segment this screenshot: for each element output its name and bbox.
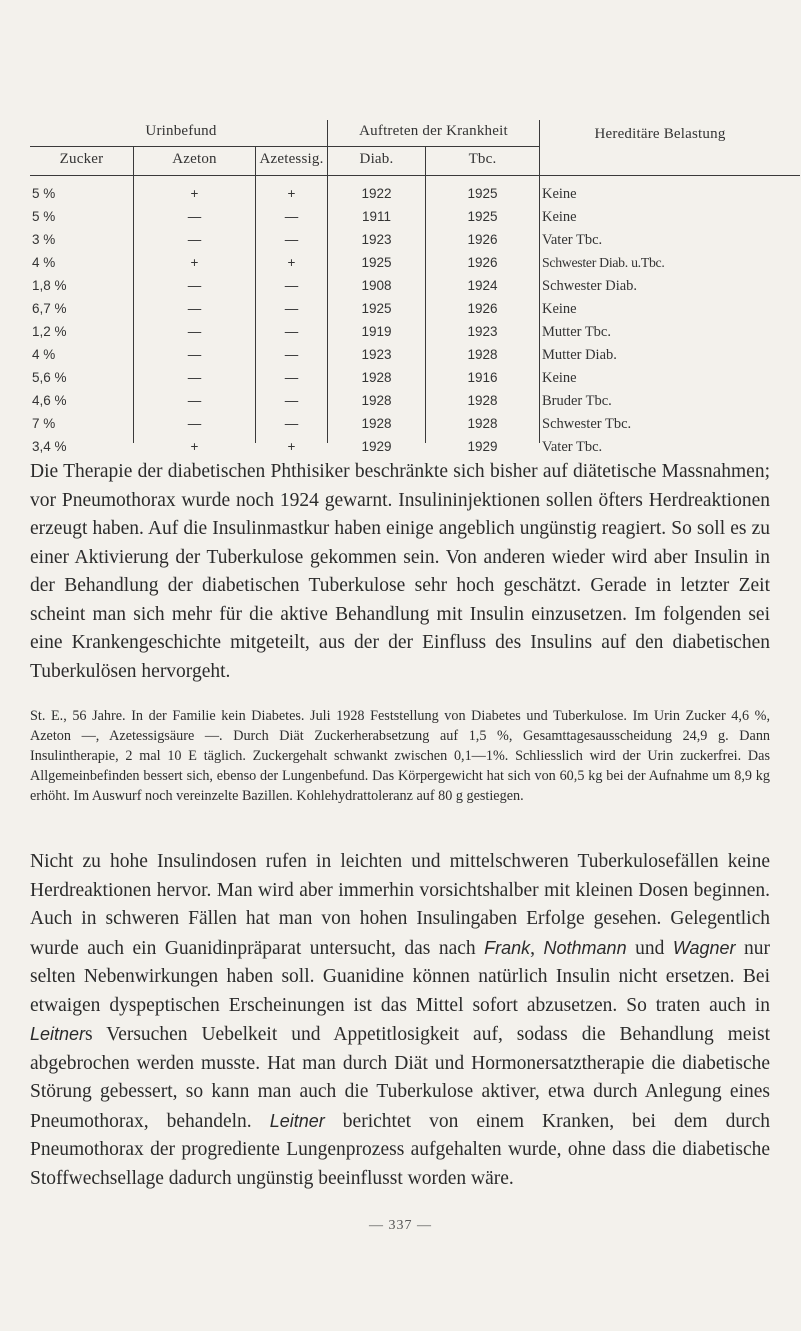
column-tbc: Tbc. [468, 151, 497, 167]
table-row [30, 232, 800, 255]
column-acetone: Azeton [172, 151, 217, 167]
cell-acetoacetic: + [287, 439, 296, 454]
author-name: Wagner [672, 937, 736, 958]
cell-tbc: 1928 [467, 416, 498, 431]
cell-acetone: — [187, 278, 202, 293]
cell-tbc: 1924 [467, 278, 498, 293]
table-rule-bottom [30, 175, 800, 176]
cell-acetone: — [187, 347, 202, 362]
table-row [30, 255, 800, 278]
cell-hereditary: Schwester Tbc. [542, 416, 632, 432]
cell-tbc: 1928 [467, 393, 498, 408]
cell-diab: 1911 [361, 209, 392, 224]
paragraph-text: und [626, 937, 673, 959]
author-name: Leitner [269, 1110, 325, 1131]
table-row [30, 209, 800, 232]
cell-tbc: 1926 [467, 232, 498, 247]
author-name: Nothmann [543, 937, 627, 958]
cell-hereditary: Vater Tbc. [542, 232, 603, 248]
cell-hereditary: Keine [542, 370, 577, 386]
cell-hereditary: Keine [542, 209, 577, 225]
cell-acetoacetic: — [284, 278, 299, 293]
cell-sugar: 1,2 % [32, 324, 67, 339]
cell-hereditary: Mutter Diab. [542, 347, 617, 363]
cell-acetone: — [187, 301, 202, 316]
cell-acetone: + [190, 439, 199, 454]
paragraph-text: , [530, 937, 544, 959]
column-acetoacetic: Azetessig. [259, 151, 324, 167]
page-number: — 337 — [369, 1218, 432, 1233]
cell-tbc: 1926 [467, 301, 498, 316]
cell-diab: 1925 [361, 301, 392, 316]
cell-acetoacetic: — [284, 232, 299, 247]
cell-sugar: 5 % [32, 209, 56, 224]
table-row [30, 416, 800, 439]
cell-acetone: — [187, 209, 202, 224]
cell-acetone: — [187, 370, 202, 385]
cell-tbc: 1925 [467, 209, 498, 224]
cell-tbc: 1916 [467, 370, 498, 385]
case-report: St. E., 56 Jahre. In der Familie kein Diabetes. Juli 1928 Feststellung von Diabetes und Tuberkulose. Im Urin Zucker 4,6 %, Azeton —, Azetessigsäure —. Durch Diät Zuckerherabsetzung auf 1,5 %, Gesamttagesausscheidung 24,9 g. Dann Insulintherapie, 2 mal 10 E täglich. Zuckergehalt schwankt zwischen 0,1—1%. Schliesslich wird der Urin zuckerfrei. Das Allgemeinbefinden bessert sich, ebenso der Lungenbefund. Das Körpergewicht hat sich von 60,5 kg bei der Aufnahme um 8,9 kg erhöht. Im Auswurf noch vereinzelte Bazillen. Kohlehydrattoleranz auf 80 g gestiegen. [30, 708, 770, 804]
table-rule-middle [30, 146, 540, 147]
paragraph-text: Nicht zu hohe Insulindosen rufen in leichten und mittelschweren Tuberkulosefällen keine Herdreaktionen hervor. Man wird aber immerhin vorsichtshalber mit kleinen Dosen beginnen. Auch in schweren Fällen hat man von hohen Insulingaben Erfolge gesehen. Gelegentlich wurde auch ein Guanidinpräparat untersucht, das nach [30, 851, 770, 959]
column-sugar: Zucker [59, 151, 104, 167]
cell-acetoacetic: — [284, 347, 299, 362]
cell-tbc: 1929 [467, 439, 498, 454]
cell-sugar: 4,6 % [32, 393, 67, 408]
cell-tbc: 1928 [467, 347, 498, 362]
cell-hereditary: Keine [542, 186, 577, 202]
cell-sugar: 5 % [32, 186, 56, 201]
cell-sugar: 1,8 % [32, 278, 67, 293]
cell-diab: 1928 [361, 416, 392, 431]
cell-sugar: 7 % [32, 416, 56, 431]
cell-sugar: 6,7 % [32, 301, 67, 316]
cell-diab: 1925 [361, 255, 392, 270]
table-row [30, 324, 800, 347]
cell-sugar: 3,4 % [32, 439, 67, 454]
author-name: Leitner [30, 1024, 86, 1044]
cell-acetoacetic: — [284, 370, 299, 385]
paragraph-text: berichtet von einem Kranken, bei dem durch Pneumothorax der progrediente Lungenprozess aufgehalten wurde, ohne dass die diabetische Stoffwechsellage dadurch ungünstig beeinflusst worden wäre. [30, 1110, 770, 1189]
cell-acetoacetic: — [284, 324, 299, 339]
cell-acetone: — [187, 393, 202, 408]
cell-diab: 1919 [361, 324, 392, 339]
paragraph-therapy: Die Therapie der diabetischen Phthisiker beschränkte sich bisher auf diätetische Massnahmen; vor Pneumothorax wurde noch 1924 gewarnt. Insulininjektionen sollen öfters Herdreaktionen erzeugt haben. Auf die Insulinmastkur haben einige angeblich ungünstig reagiert. So soll es zu einer Aktivierung der Tuberkulose gekommen sein. Von anderen wieder wird aber Insulin in der Behandlung der diabetischen Tuberkulose sehr hoch geschätzt. Gerade in letzter Zeit scheint man sich mehr für die aktive Behandlung mit Insulin einzusetzen. Im folgenden sei eine Krankengeschichte mitgeteilt, aus der der Einfluss des Insulins auf den diabetischen Tuberkulösen hervorgeht. [30, 461, 770, 682]
cell-diab: 1922 [361, 186, 392, 201]
cell-tbc: 1926 [467, 255, 498, 270]
cell-hereditary: Schwester Diab. u.Tbc. [542, 255, 665, 270]
cell-sugar: 3 % [32, 232, 56, 247]
table-row [30, 301, 800, 324]
cell-hereditary: Schwester Diab. [542, 278, 638, 294]
cell-hereditary: Vater Tbc. [542, 439, 603, 455]
cell-diab: 1929 [361, 439, 392, 454]
column-diab: Diab. [359, 151, 394, 167]
cell-acetone: + [190, 186, 199, 201]
cell-acetone: + [190, 255, 199, 270]
paragraph-insulin-dosage [30, 848, 770, 1193]
cell-tbc: 1925 [467, 186, 498, 201]
paragraph-text: s Versuchen Uebelkeit und Appetitlosigkeit auf, sodass die Behandlung meist abgebrochen werden musste. Hat man durch Diät und Hormonersatztherapie die diabetische Störung gebessert, so kann man auch die Tuberkulose aktiver, etwa durch Anlegung eines Pneumothorax, behandeln. [30, 1024, 770, 1132]
cell-acetone: — [187, 232, 202, 247]
cell-acetoacetic: — [284, 301, 299, 316]
header-hereditary: Hereditäre Belastung [594, 126, 726, 142]
cell-diab: 1923 [361, 232, 392, 247]
cell-sugar: 5,6 % [32, 370, 67, 385]
cell-acetone: — [187, 324, 202, 339]
table-row [30, 370, 800, 393]
author-name: Frank [484, 937, 531, 958]
table-row [30, 186, 800, 209]
header-urine: Urinbefund [145, 123, 217, 139]
cell-acetoacetic: + [287, 186, 296, 201]
cell-acetoacetic: — [284, 416, 299, 431]
cell-acetoacetic: — [284, 393, 299, 408]
table-row [30, 347, 800, 370]
cell-acetoacetic: — [284, 209, 299, 224]
cell-diab: 1928 [361, 370, 392, 385]
paragraph-text: nur selten Nebenwirkungen haben soll. Guanidine können natürlich Insulin nicht ersetzen. Bei etwaigen dyspeptischen Erscheinungen ist das Mittel sofort abzusetzen. So traten auch in [30, 937, 771, 1016]
cell-acetone: — [187, 416, 202, 431]
cell-acetoacetic: + [287, 255, 296, 270]
table-row [30, 278, 800, 301]
cell-hereditary: Keine [542, 301, 577, 317]
header-disease: Auftreten der Krankheit [359, 123, 508, 139]
cell-diab: 1908 [361, 278, 392, 293]
cell-sugar: 4 % [32, 347, 56, 362]
cell-sugar: 4 % [32, 255, 56, 270]
cell-diab: 1928 [361, 393, 392, 408]
table-row [30, 393, 800, 416]
cell-tbc: 1923 [467, 324, 498, 339]
cell-diab: 1923 [361, 347, 392, 362]
cell-hereditary: Mutter Tbc. [542, 324, 611, 340]
cell-hereditary: Bruder Tbc. [542, 393, 612, 409]
